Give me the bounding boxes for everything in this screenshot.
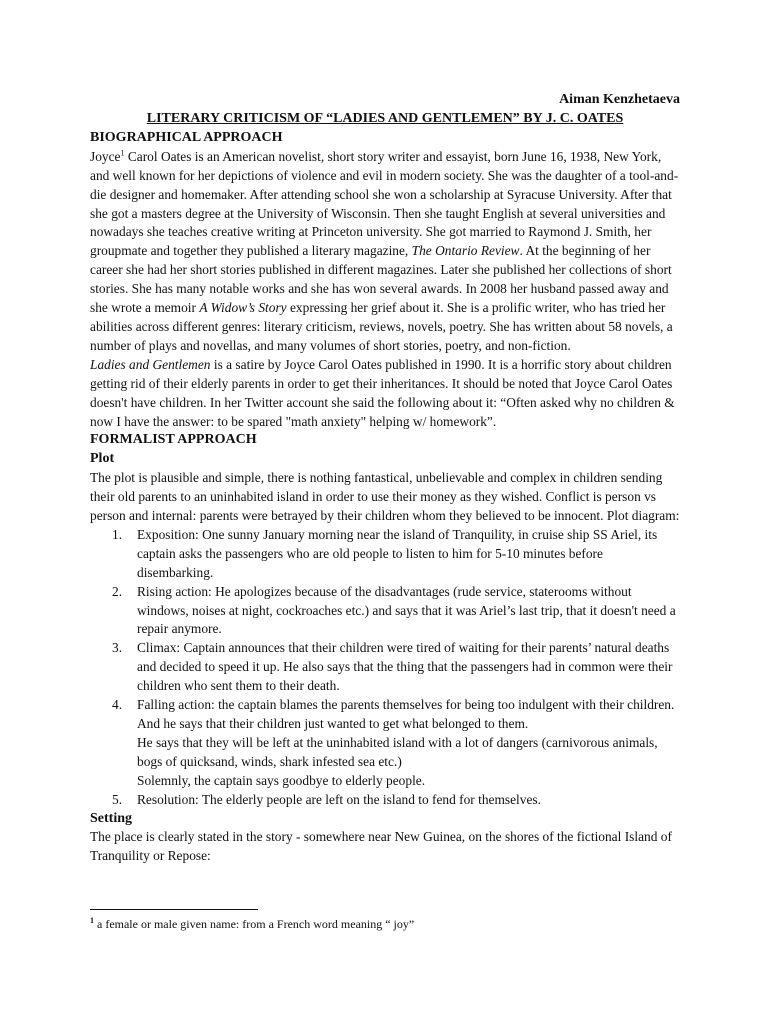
list-number: 3. [112, 640, 123, 656]
list-item [90, 791, 680, 810]
story-text: is a satire by Joyce Carol Oates published in 1990. It is a horrific story about children getting rid of their elderly parents in order to get their inheritances. It should be noted that Joyce Carol Oates doesn't have children. In her Twitter account she said the following about it: “Often asked why no children & now I have the answer: to be spared "math anxiety" helping w/ homework”. [90, 356, 675, 429]
biography-paragraph [90, 148, 680, 356]
bio-text-cont: . At the beginning of her career she had her short stories published in different magazines. Later she published her collections of short stories. She has many notable works and she has won several awards. In 2008 her husband passed away and she wrote a memoir [90, 243, 672, 316]
list-text: Climax: Captain announces that their children were tired of waiting for their parents’ natural deaths and decided to speed it up. He also says that the thing that the passengers had in common were their children who sent them to their death. [137, 640, 673, 694]
list-number: 2. [112, 583, 123, 599]
story-paragraph [90, 356, 680, 432]
list-text: Resolution: The elderly people are left on the island to fend for themselves. [137, 791, 541, 807]
setting-paragraph: The place is clearly stated in the story - somewhere near New Guinea, on the shores of the fictional Island of Tranquility or Repose: [90, 829, 672, 864]
bio-text-end: expressing her grief about it. She is a prolific writer, who has tried her abilities across different genres: literary criticism, reviews, novels, poetry. She has written about 58 novels, a number of plays and novellas, and many volumes of short stories, poetry, and non-fiction. [90, 300, 673, 353]
footnote-divider [90, 909, 258, 910]
bio-text: Carol Oates is an American novelist, short story writer and essayist, born June 16, 1938, New York, and well known for her depictions of violence and evil in modern society. She was the daughter of a tool-and-die designer and homemaker. After attending school she won a scholarship at Syracuse University. After that she got a masters degree at the University of Wisconsin. Then she taught English at several universities and nowadays she teaches creative writing at Princeton university. She got married to Raymond J. Smith, her groupmate and together they published a literary magazine, [90, 148, 679, 259]
setting-heading: Setting [90, 810, 132, 826]
footnote-text: a female or male given name: from a French word meaning “ joy” [94, 917, 415, 931]
document-title: LITERARY CRITICISM OF “LADIES AND GENTLEMEN” BY J. C. OATES [146, 111, 624, 126]
list-text: Rising action: He apologizes because of the disadvantages (rude service, staterooms without windows, noises at night, cockroaches etc.) and says that it was Ariel’s last trip, that it doesn't need a repair anymore. [137, 583, 676, 637]
footnote-number: 1 [90, 916, 94, 925]
list-number: 1. [112, 526, 123, 542]
bio-text-start: Joyce [90, 148, 121, 164]
list-item [90, 639, 680, 696]
list-item [90, 583, 680, 640]
list-item [90, 526, 680, 583]
list-text: Exposition: One sunny January morning near the island of Tranquility, in cruise ship SS Ariel, its captain asks the passengers who are old people to listen to him for 5-10 minutes before disembarking. [137, 526, 658, 580]
plot-heading: Plot [90, 451, 115, 467]
list-text-cont: Solemnly, the captain says goodbye to elderly people. [137, 772, 426, 788]
list-number: 5. [112, 791, 123, 807]
memoir-title: A Widow’s Story [199, 300, 287, 316]
footnote-marker[interactable]: 1 [120, 148, 125, 158]
list-number: 4. [112, 697, 123, 713]
author-name: Aiman Kenzhetaeva [559, 92, 680, 107]
document-body [90, 110, 680, 866]
plot-diagram-list [90, 526, 680, 810]
magazine-title: The Ontario Review [411, 243, 520, 259]
biographical-heading: BIOGRAPHICAL APPROACH [90, 129, 283, 145]
list-item [90, 696, 680, 791]
footnote [90, 916, 414, 932]
formalist-heading: FORMALIST APPROACH [90, 432, 257, 448]
list-text: Falling action: the captain blames the parents themselves for being too indulgent with their children. And he says that their children just wanted to get what belonged to them. [137, 697, 675, 731]
list-text-cont: He says that they will be left at the uninhabited island with a lot of dangers (carnivorous animals, bogs of quicksand, winds, shark infested sea etc.) [137, 734, 658, 769]
plot-paragraph: The plot is plausible and simple, there is nothing fantastical, unbelievable and complex in children sending their old parents to an uninhabited island in order to use their money as they wished. Conflict is person vs person and internal: parents were betrayed by their children whom they believed to be innocent. Plot diagram: [90, 470, 680, 524]
story-title: Ladies and Gentlemen [90, 356, 211, 372]
